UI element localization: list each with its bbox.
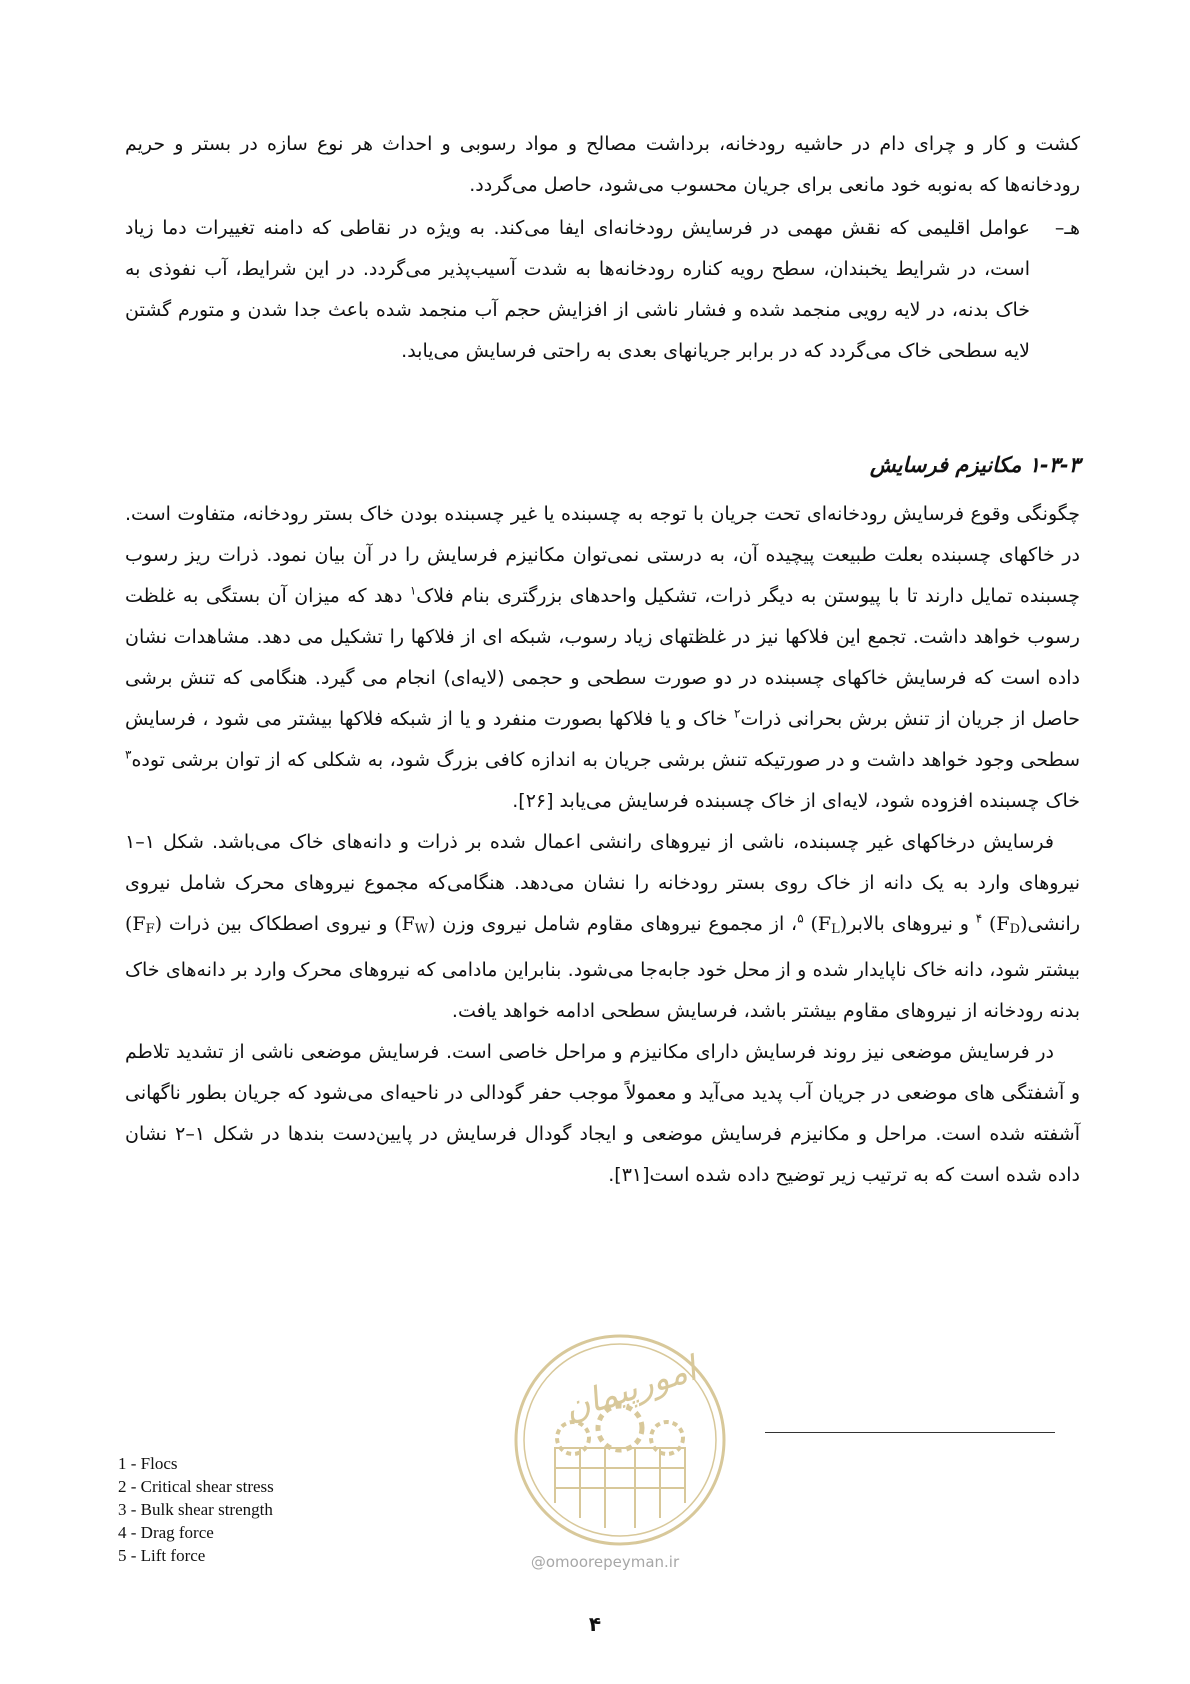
symbol-fd (982, 913, 1027, 935)
watermark-logo (495, 1328, 745, 1558)
symbol-part: (F (394, 913, 415, 935)
footnote-1: 1 - Flocs (118, 1454, 178, 1473)
text-run: و نیروهای بالابر (847, 913, 976, 935)
paragraph-non-cohesive (125, 822, 1080, 1032)
symbol-part: (F (803, 913, 832, 935)
symbol-fw (394, 913, 435, 935)
paragraph-text: کشت و کار و چرای دام در حاشیه رودخانه، برداشت مصالح و مواد رسوبی و احداث هر نوع سازه در بستر و حریم رودخانه‌ها که به‌نوبه خود مانعی برای جریان محسوب می‌شود، حاصل می‌گردد. (125, 133, 1080, 196)
section-heading: ۱-۳-۳ مکانیزم فرسایش (869, 453, 1080, 477)
symbol-subscript: D (1009, 922, 1021, 937)
symbol-part: ) (1020, 913, 1028, 935)
watermark-url: @omoorepeyman.ir (530, 1553, 680, 1571)
symbol-part: ) (154, 913, 163, 935)
list-item-he (125, 208, 1080, 372)
text-run: خاک چسبنده افزوده شود، لایه‌ای از خاک چسبنده فرسایش می‌یابد [۲۶]. (512, 790, 1080, 812)
symbol-part: ) (839, 913, 848, 935)
list-item-text: عوامل اقلیمی که نقش مهمی در فرسایش رودخانه‌ای ایفا می‌کند. به ویژه در نقاطی که دامنه تغییرات دما زیاد است، در شرایط یخبندان، سطح رویه کناره رودخانه‌ها به شدت آسیب‌پذیر می‌گردد. در این شرایط، آب نفوذی به خاک بدنه، در لایه رویی منجمد شده و فشار ناشی از افزایش حجم آب منجمد شده باعث جدا شدن و متورم گشتن لایه سطحی خاک می‌گردد که در برابر جریانهای بعدی به راحتی فرسایش می‌یابد. (125, 217, 1030, 362)
footnote-4: 4 - Drag force (118, 1523, 214, 1542)
text-run: و نیروی اصطکاک بین ذرات (162, 913, 395, 935)
text-run: دهد که میزان آن بستگی به غلظت رسوب خواهد داشت. تجمع این فلاکها نیز در غلظتهای زیاد رسوب، شبکه ای از فلاکها را تشکیل می دهد. مشاهدات نشان داده است که فرسایش خاکهای چسبنده در دو صورت سطحی و حجمی (لایه‌ای) انجام می گیرد. هنگامی که تنش برشی حاصل از جریان از تنش برش بحرانی ذرات (125, 585, 1081, 730)
symbol-subscript: W (414, 922, 429, 937)
symbol-fl (804, 913, 847, 935)
continuation-paragraph (125, 124, 1080, 206)
footnote-ref-2: ۲ (734, 706, 741, 721)
footnote-separator (765, 1432, 1055, 1433)
paragraph-local-scour: در فرسایش موضعی نیز روند فرسایش دارای مکانیزم و مراحل خاصی است. فرسایش موضعی ناشی از تشدید تلاطم و آشفتگی های موضعی در جریان آب پدید می‌آید و معمولاً موجب حفر گودالی در ناحیه‌ای می‌شود که جریان بطور ناگهانی آشفته شده است. مراحل و مکانیزم فرسایش موضعی و ایجاد گودال فرسایش در پایین‌دست بندها در شکل ۱–۲ نشان داده شده است که به ترتیب زیر توضیح داده شده است[۳۱]. (125, 1041, 1080, 1186)
footnote-2: 2 - Critical shear stress (118, 1477, 274, 1496)
symbol-part: (F (125, 913, 146, 935)
symbol-subscript: L (831, 922, 840, 937)
footnotes (118, 1452, 274, 1567)
footnote-ref-1: ۱ (409, 583, 417, 598)
footnote-ref-3: ۳ (125, 747, 132, 762)
symbol-ff (125, 913, 162, 935)
footnote-5: 5 - Lift force (118, 1546, 206, 1565)
paragraph-cohesive (125, 494, 1080, 822)
symbol-part: (F (982, 913, 1010, 935)
text-run: چگونگی وقوع فرسایش رودخانه‌ای تحت جریان با توجه به چسبنده یا غیر چسبنده بودن خاک بستر رودخانه، متفاوت است. در خاکهای چسبنده بعلت طبیعت پیچیده آن، به درستی نمی‌توان مکانیزم فرسایش را در آن بیان نمود. ذرات ریز رسوب چسبنده تمایل دارند تا با پیوستن به دیگر ذرات، تشکیل واحدهای بزرگتری بنام فلاک (125, 503, 1080, 607)
footnote-3: 3 - Bulk shear strength (118, 1500, 273, 1519)
logo-text: امورپیمان (559, 1348, 702, 1430)
text-run: خاک و یا فلاکها بصورت منفرد و یا از شبکه فلاکها بیشتر می شود ، فرسایش سطحی وجود خواهد داشت و در صورتیکه تنش برشی جریان به اندازه کافی بزرگ شود، به شکلی که از توان برشی توده (125, 708, 1080, 771)
symbol-part: ) (428, 913, 436, 935)
page-number: ۴ (588, 1612, 602, 1636)
text-run: ، از مجموع نیروهای مقاوم شامل نیروی وزن (435, 913, 798, 935)
text-run: بیشتر شود، دانه خاک ناپایدار شده و از محل خود جابه‌جا می‌شود. بنابراین مادامی که نیروهای محرک وارد بر دانه‌های خاک بدنه رودخانه از نیروهای مقاوم بیشتر باشد، فرسایش سطحی ادامه خواهد یافت. (125, 959, 1080, 1022)
symbol-subscript: F (145, 922, 155, 937)
text-run: فرسایش درخاکهای غیر چسبنده، ناشی از نیروهای رانشی اعمال شده بر ذرات و دانه‌های خاک می‌باشد. شکل ۱–۱ نیروهای وارد به یک دانه از خاک روی بستر رودخانه را نشان می‌دهد. هنگامی‌که مجموع نیروهای محرک شامل نیروی رانشی (125, 831, 1081, 935)
footnote-ref-4: ۴ (975, 911, 983, 926)
section-body (125, 494, 1080, 1196)
footnote-ref-5: ۵ (797, 911, 804, 926)
list-marker: هـ– (1054, 217, 1080, 239)
